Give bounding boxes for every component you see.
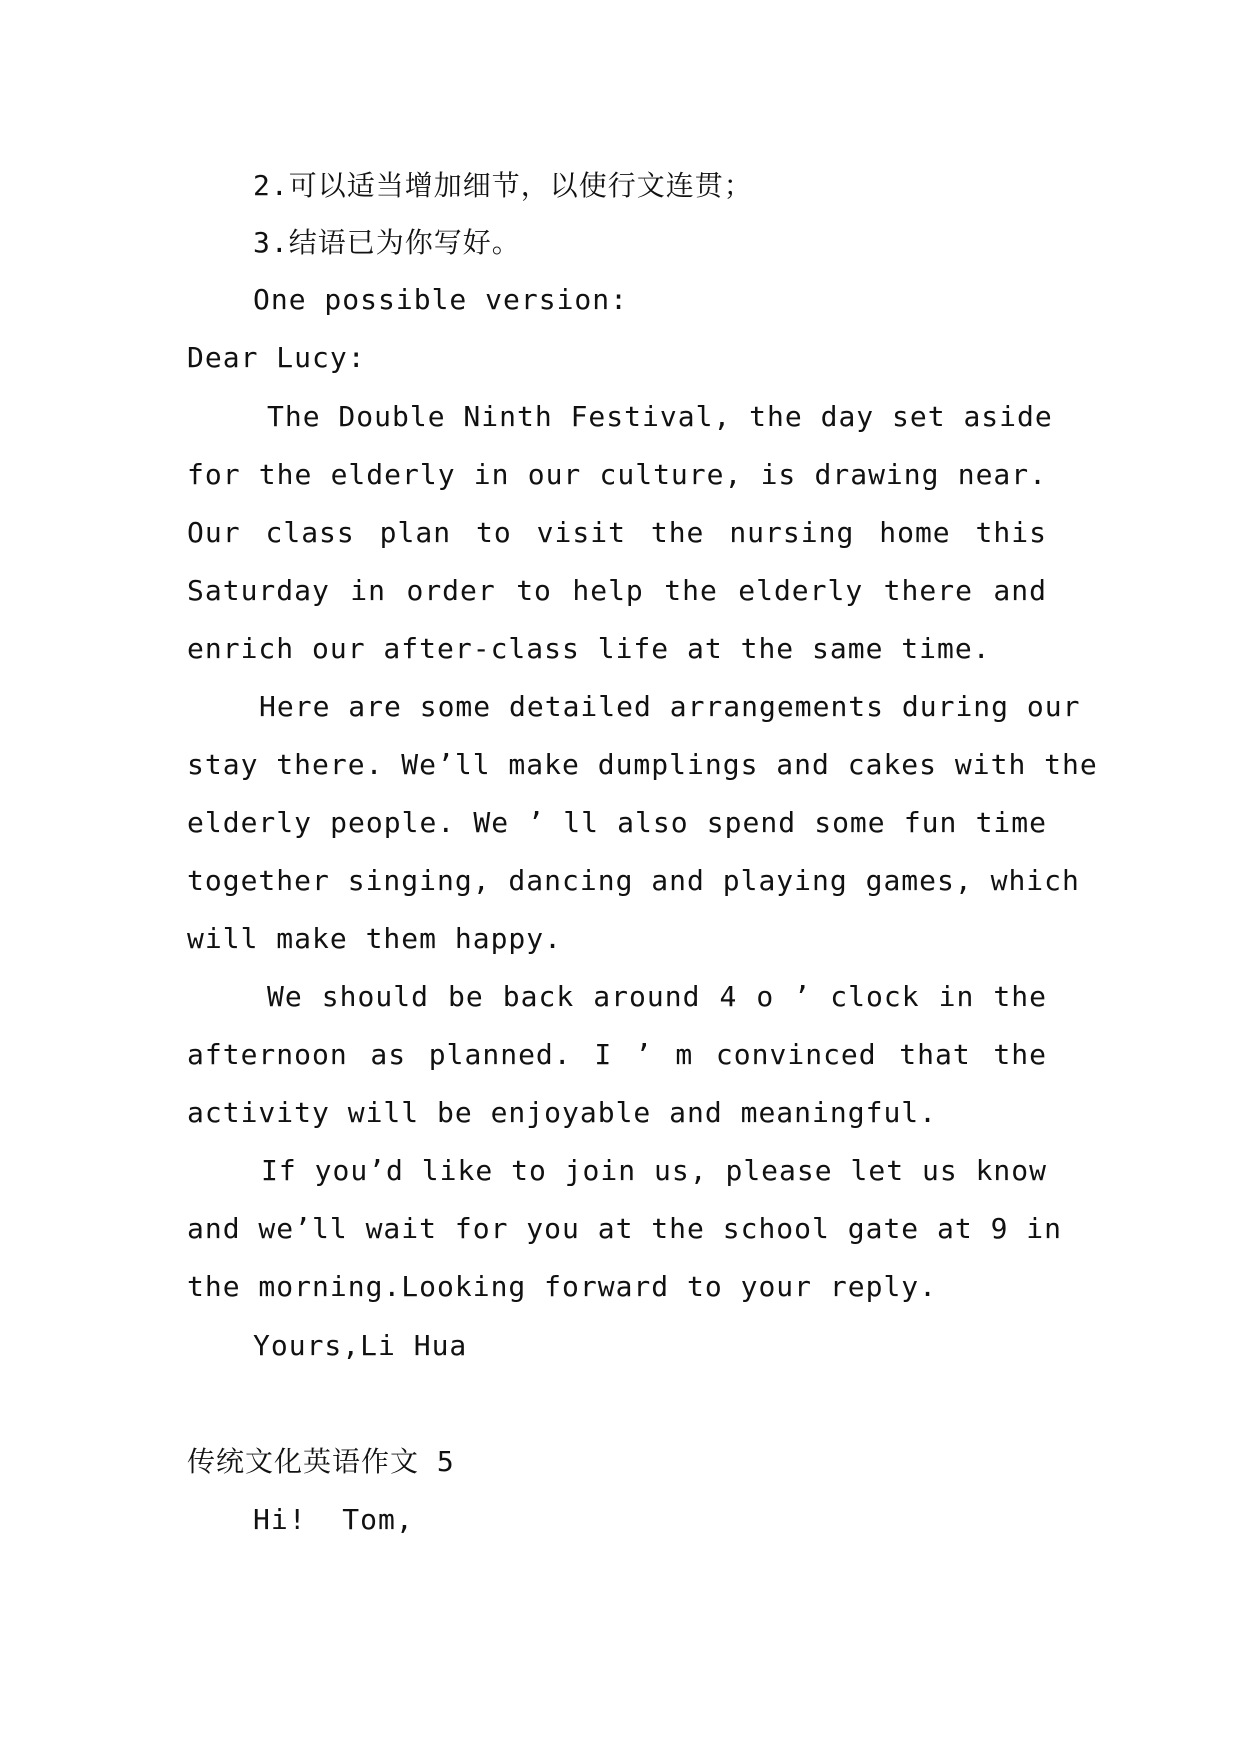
- paragraph-line: the morning.Looking forward to your reply.: [187, 1270, 938, 1303]
- letter-closing: Yours,Li Hua: [253, 1329, 468, 1362]
- instruction-item-2: 2.可以适当增加细节，以使行文连贯；: [253, 169, 753, 202]
- version-label: One possible version:: [253, 283, 629, 316]
- paragraph-line: The Double Ninth Festival, the day set aside: [267, 400, 1053, 433]
- paragraph-line: Saturday in order to help the elderly there and: [187, 574, 1047, 607]
- paragraph-line: enrich our after-class life at the same time.: [187, 632, 991, 665]
- paragraph-line: together singing, dancing and playing games, which: [187, 864, 1080, 897]
- paragraph-line: We should be back around 4 o ’ clock in the: [267, 980, 1047, 1013]
- paragraph-line: activity will be enjoyable and meaningful.: [187, 1096, 938, 1129]
- paragraph-line: and we’ll wait for you at the school gate at 9 in: [187, 1212, 1063, 1245]
- paragraph-line: Our class plan to visit the nursing home this: [187, 516, 1047, 549]
- paragraph-line: If you’d like to join us, please let us know: [261, 1154, 1047, 1187]
- letter-paragraph-2: [187, 687, 1098, 977]
- section-5-title: 传统文化英语作文 5: [187, 1445, 455, 1478]
- paragraph-line: stay there. We’ll make dumplings and cakes with the: [187, 748, 1098, 781]
- letter-paragraph-4: [187, 1151, 1063, 1325]
- paragraph-line: elderly people. We ’ ll also spend some fun time: [187, 806, 1047, 839]
- letter-greeting: Dear Lucy:: [187, 341, 366, 374]
- paragraph-line: will make them happy.: [187, 922, 563, 955]
- paragraph-line: for the elderly in our culture, is drawing near.: [187, 458, 1047, 491]
- letter-paragraph-3: [187, 977, 1047, 1151]
- letter-paragraph-1: [187, 397, 1053, 687]
- paragraph-line: Here are some detailed arrangements during our: [259, 690, 1081, 723]
- instruction-item-3: 3.结语已为你写好。: [253, 226, 521, 259]
- paragraph-line: afternoon as planned. I ’ m convinced that the: [187, 1038, 1047, 1071]
- section-5-greeting: Hi! Tom,: [253, 1503, 414, 1536]
